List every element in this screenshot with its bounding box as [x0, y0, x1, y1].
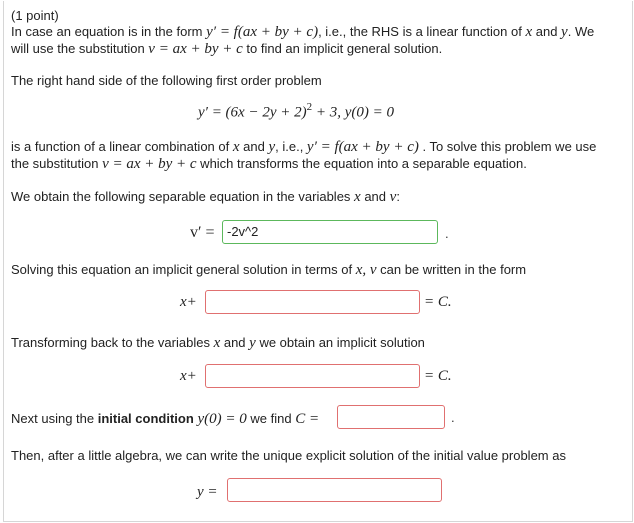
implicit-text: Solving this equation an implicit general solution in terms of x, v can be written in the form [11, 262, 527, 278]
separable-text: We obtain the following separable equation in the variables x and v: [11, 189, 400, 205]
implicit-answer-input[interactable] [205, 290, 420, 314]
transform-prefix: x+ [180, 368, 197, 384]
points-label: (1 point) [11, 8, 59, 23]
intro-line-1: In case an equation is in the form y′ = f(ax + by + c), i.e., the RHS is a linear function of x and y. We [11, 24, 595, 40]
final-label: y = [197, 484, 218, 500]
explain-line-1: is a function of a linear combination of x and y, i.e., y′ = f(ax + by + c) . To solve this problem we use [11, 139, 597, 155]
intro-line-2: will use the substitution v = ax + by + c to find an implicit general solution. [11, 41, 443, 57]
separable-answer-input[interactable]: -2v^2 [222, 220, 438, 244]
transform-answer-input[interactable] [205, 364, 420, 388]
implicit-prefix: x+ [180, 294, 197, 310]
period: . [445, 226, 449, 241]
explain-line-2: the substitution v = ax + by + c which transforms the equation into a separable equation. [11, 156, 527, 172]
implicit-suffix: = C. [424, 294, 452, 310]
problem-equation: $y' = (6x - 2y + 2)^2 + 3$, y(0) = 0 [198, 101, 395, 121]
initial-c-input[interactable] [337, 405, 445, 429]
period-2: . [451, 410, 455, 425]
separable-label: v′ = [190, 224, 215, 241]
initial-text: Next using the initial condition y(0) = 0 we find C = [11, 411, 320, 427]
transform-suffix: = C. [424, 368, 452, 384]
final-answer-input[interactable] [227, 478, 442, 502]
problem-text: The right hand side of the following first order problem [11, 73, 322, 88]
final-text: Then, after a little algebra, we can write the unique explicit solution of the initial value problem as [11, 448, 566, 463]
transform-text: Transforming back to the variables x and y we obtain an implicit solution [11, 335, 425, 351]
